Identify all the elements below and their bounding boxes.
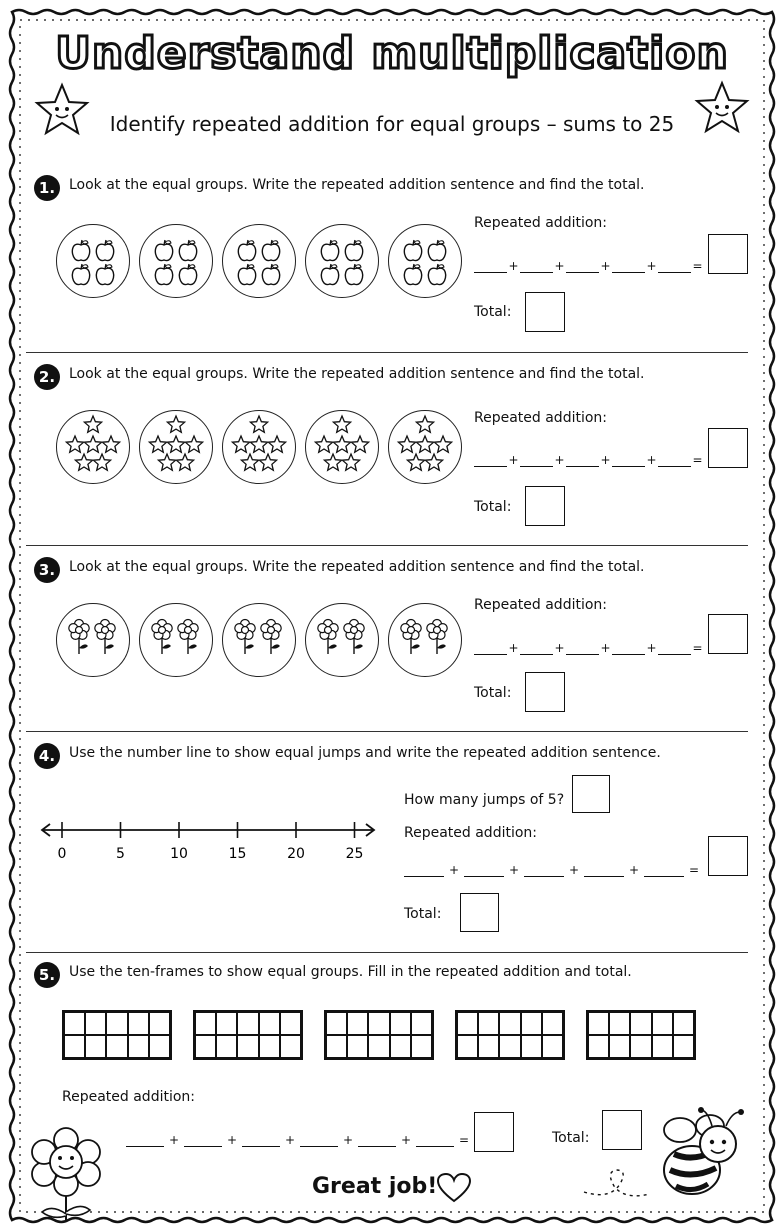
- sum-answer-box[interactable]: [708, 428, 748, 468]
- repeated-addition-blanks[interactable]: [126, 1130, 474, 1147]
- question-text: Use the ten-frames to show equal groups. Fill in the repeated addition and total.: [69, 964, 632, 980]
- repeated-addition-blanks[interactable]: [474, 450, 704, 467]
- ten-frame-cell[interactable]: [457, 1035, 478, 1058]
- sum-answer-box[interactable]: [708, 614, 748, 654]
- bee-icon: [580, 1104, 750, 1204]
- sum-answer-box[interactable]: [708, 836, 748, 876]
- number-line-label: 0: [57, 846, 67, 862]
- group-circle: [305, 224, 379, 298]
- group-circle: [222, 224, 296, 298]
- encouragement-text: Great job!: [312, 1174, 438, 1199]
- ten-frame-cell[interactable]: [478, 1035, 499, 1058]
- star-icon: [93, 454, 110, 470]
- flower-icon: [152, 620, 172, 655]
- ten-frame[interactable]: [62, 1010, 172, 1060]
- star-icon: [232, 436, 249, 452]
- ten-frame-cell[interactable]: [457, 1012, 478, 1035]
- apple-icon: [404, 240, 421, 261]
- plus-sign: +: [600, 259, 611, 273]
- answer-blank[interactable]: [658, 450, 691, 467]
- group-circle: [222, 603, 296, 677]
- plus-sign: +: [508, 259, 519, 273]
- star-icon: [434, 436, 451, 452]
- question-number: 4.: [34, 743, 60, 769]
- ten-frame-cell[interactable]: [588, 1012, 609, 1035]
- star-icon: [66, 436, 83, 452]
- ten-frame-cell[interactable]: [368, 1035, 389, 1058]
- question-number: 3.: [34, 557, 60, 583]
- ten-frame-cell[interactable]: [149, 1012, 170, 1035]
- answer-blank[interactable]: [566, 256, 599, 273]
- answer-blank[interactable]: [464, 860, 504, 877]
- plus-sign: +: [508, 863, 520, 877]
- ten-frame-cell[interactable]: [326, 1012, 347, 1035]
- sum-answer-box[interactable]: [708, 234, 748, 274]
- plus-sign: +: [508, 453, 519, 467]
- star-icon: [84, 436, 101, 452]
- answer-blank[interactable]: [184, 1130, 222, 1147]
- apple-icon: [428, 264, 445, 285]
- number-line: [38, 816, 380, 866]
- star-icon: [84, 416, 101, 432]
- answer-blank[interactable]: [612, 256, 645, 273]
- plus-sign: +: [646, 453, 657, 467]
- number-line-label: 10: [170, 846, 188, 862]
- apple-icon: [179, 240, 196, 261]
- equals-sign: =: [458, 1133, 470, 1147]
- ten-frame-cell[interactable]: [542, 1012, 563, 1035]
- repeated-addition-label: Repeated addition:: [62, 1089, 196, 1105]
- answer-blank[interactable]: [644, 860, 684, 877]
- apple-icon: [155, 264, 172, 285]
- plus-sign: +: [600, 453, 611, 467]
- star-icon: [167, 436, 184, 452]
- star-icon: [351, 436, 368, 452]
- group-circle: [305, 603, 379, 677]
- ten-frame-cell[interactable]: [542, 1035, 563, 1058]
- plus-sign: +: [646, 641, 657, 655]
- star-icon: [259, 454, 276, 470]
- answer-blank[interactable]: [658, 638, 691, 655]
- number-line-label: 20: [287, 846, 305, 862]
- ten-frame[interactable]: [586, 1010, 696, 1060]
- total-label: Total:: [404, 906, 442, 922]
- group-circle: [222, 410, 296, 484]
- star-icon: [241, 454, 258, 470]
- equals-sign: =: [688, 863, 700, 877]
- ten-frame-cell[interactable]: [259, 1012, 280, 1035]
- flower-icon: [427, 620, 447, 655]
- ten-frame-cell[interactable]: [216, 1035, 237, 1058]
- answer-blank[interactable]: [612, 638, 645, 655]
- repeated-addition-label: Repeated addition:: [474, 410, 608, 426]
- ten-frame[interactable]: [324, 1010, 434, 1060]
- star-icon: [425, 454, 442, 470]
- repeated-addition-label: Repeated addition:: [474, 597, 608, 613]
- heart-icon: [436, 1172, 472, 1204]
- ten-frame-cell[interactable]: [630, 1012, 651, 1035]
- flower-icon: [344, 620, 364, 655]
- apple-icon: [238, 240, 255, 261]
- total-answer-box[interactable]: [525, 292, 565, 332]
- star-icon: [416, 436, 433, 452]
- ten-frame-cell[interactable]: [652, 1035, 673, 1058]
- ten-frame-cell[interactable]: [521, 1012, 542, 1035]
- star-icon: [185, 436, 202, 452]
- flower-icon: [261, 620, 281, 655]
- ten-frame-cell[interactable]: [85, 1035, 106, 1058]
- ten-frame-cell[interactable]: [390, 1035, 411, 1058]
- star-icon: [333, 416, 350, 432]
- star-icon: [250, 416, 267, 432]
- star-icon: [268, 436, 285, 452]
- ten-frame-cell[interactable]: [499, 1012, 520, 1035]
- star-icon: [398, 436, 415, 452]
- plus-sign: +: [600, 641, 611, 655]
- group-circle: [56, 410, 130, 484]
- ten-frame-cell[interactable]: [499, 1035, 520, 1058]
- group-circle: [388, 603, 462, 677]
- plus-sign: +: [342, 1133, 354, 1147]
- question-text: Look at the equal groups. Write the repeated addition sentence and find the total.: [69, 559, 645, 575]
- answer-blank[interactable]: [612, 450, 645, 467]
- star-icon: [102, 436, 119, 452]
- ten-frame-cell[interactable]: [673, 1035, 694, 1058]
- repeated-addition-label: Repeated addition:: [474, 215, 608, 231]
- plus-sign: +: [646, 259, 657, 273]
- total-answer-box[interactable]: [525, 486, 565, 526]
- ten-frame-cell[interactable]: [521, 1035, 542, 1058]
- repeated-addition-blanks[interactable]: [404, 860, 704, 877]
- group-circle: [139, 224, 213, 298]
- plus-sign: +: [226, 1133, 238, 1147]
- ten-frame-cell[interactable]: [411, 1012, 432, 1035]
- ten-frame-cell[interactable]: [609, 1035, 630, 1058]
- answer-blank[interactable]: [520, 450, 553, 467]
- star-icon: [315, 436, 332, 452]
- flower-icon: [318, 620, 338, 655]
- plus-sign: +: [168, 1133, 180, 1147]
- ten-frame-cell[interactable]: [237, 1035, 258, 1058]
- ten-frame-cell[interactable]: [64, 1012, 85, 1035]
- ten-frame-cell[interactable]: [149, 1035, 170, 1058]
- ten-frame-cell[interactable]: [347, 1012, 368, 1035]
- plus-sign: +: [448, 863, 460, 877]
- ten-frame[interactable]: [455, 1010, 565, 1060]
- plus-sign: +: [284, 1133, 296, 1147]
- star-icon: [250, 436, 267, 452]
- apple-icon: [428, 240, 445, 261]
- star-icon: [342, 454, 359, 470]
- ten-frame-cell[interactable]: [609, 1012, 630, 1035]
- section-divider: [26, 545, 748, 546]
- ten-frame-cell[interactable]: [85, 1012, 106, 1035]
- flower-icon: [401, 620, 421, 655]
- apple-icon: [238, 264, 255, 285]
- repeated-addition-label: Repeated addition:: [404, 825, 538, 841]
- group-circle: [139, 410, 213, 484]
- flower-icon: [235, 620, 255, 655]
- ten-frame-cell[interactable]: [237, 1012, 258, 1035]
- star-icon: [407, 454, 424, 470]
- ten-frame-cell[interactable]: [478, 1012, 499, 1035]
- ten-frame-cell[interactable]: [280, 1035, 301, 1058]
- answer-blank[interactable]: [474, 256, 507, 273]
- apple-icon: [179, 264, 196, 285]
- ten-frame-cell[interactable]: [630, 1035, 651, 1058]
- star-icon: [149, 436, 166, 452]
- ten-frame-cell[interactable]: [280, 1012, 301, 1035]
- ten-frame-cell[interactable]: [652, 1012, 673, 1035]
- question-number: 2.: [34, 364, 60, 390]
- apple-icon: [155, 240, 172, 261]
- apple-icon: [262, 240, 279, 261]
- ten-frame-cell[interactable]: [128, 1035, 149, 1058]
- star-icon: [176, 454, 193, 470]
- answer-blank[interactable]: [242, 1130, 280, 1147]
- plus-sign: +: [508, 641, 519, 655]
- apple-icon: [262, 264, 279, 285]
- flower-icon: [95, 620, 115, 655]
- answer-blank[interactable]: [358, 1130, 396, 1147]
- equals-sign: =: [692, 641, 703, 655]
- group-circle: [305, 410, 379, 484]
- total-label: Total:: [474, 499, 512, 515]
- ten-frame-cell[interactable]: [259, 1035, 280, 1058]
- question-text: Use the number line to show equal jumps and write the repeated addition sentence.: [69, 745, 661, 761]
- answer-blank[interactable]: [584, 860, 624, 877]
- star-icon: [167, 416, 184, 432]
- total-answer-box[interactable]: [460, 893, 499, 932]
- answer-blank[interactable]: [404, 860, 444, 877]
- flower-icon: [69, 620, 89, 655]
- answer-blank[interactable]: [520, 638, 553, 655]
- total-label: Total:: [474, 304, 512, 320]
- answer-blank[interactable]: [474, 638, 507, 655]
- ten-frame-cell[interactable]: [368, 1012, 389, 1035]
- star-icon: [324, 454, 341, 470]
- repeated-addition-blanks[interactable]: [474, 256, 704, 273]
- answer-blank[interactable]: [300, 1130, 338, 1147]
- apple-icon: [72, 240, 89, 261]
- ten-frame-cell[interactable]: [411, 1035, 432, 1058]
- plus-sign: +: [554, 641, 565, 655]
- group-circle: [139, 603, 213, 677]
- group-circle: [56, 224, 130, 298]
- question-text: Look at the equal groups. Write the repeated addition sentence and find the total.: [69, 366, 645, 382]
- apple-icon: [345, 240, 362, 261]
- group-circle: [388, 224, 462, 298]
- equals-sign: =: [692, 453, 703, 467]
- ten-frame-cell[interactable]: [106, 1035, 127, 1058]
- star-icon: [333, 436, 350, 452]
- sum-answer-box[interactable]: [474, 1112, 514, 1152]
- answer-blank[interactable]: [566, 450, 599, 467]
- answer-blank[interactable]: [474, 450, 507, 467]
- total-label: Total:: [474, 685, 512, 701]
- total-label: Total:: [552, 1130, 590, 1146]
- question-number: 5.: [34, 962, 60, 988]
- group-circle: [388, 410, 462, 484]
- total-answer-box[interactable]: [525, 672, 565, 712]
- apple-icon: [404, 264, 421, 285]
- answer-blank[interactable]: [416, 1130, 454, 1147]
- star-icon: [416, 416, 433, 432]
- ten-frame-cell[interactable]: [347, 1035, 368, 1058]
- question-text: Look at the equal groups. Write the repeated addition sentence and find the total.: [69, 177, 645, 193]
- smiling-flower-icon: [24, 1124, 108, 1224]
- ten-frame-cell[interactable]: [326, 1035, 347, 1058]
- section-divider: [26, 352, 748, 353]
- ten-frame-cell[interactable]: [64, 1035, 85, 1058]
- number-line-label: 5: [116, 846, 125, 862]
- flower-icon: [178, 620, 198, 655]
- answer-blank[interactable]: [520, 256, 553, 273]
- answer-blank[interactable]: [658, 256, 691, 273]
- plus-sign: +: [628, 863, 640, 877]
- number-line-label: 25: [345, 846, 364, 862]
- star-icon: [158, 454, 175, 470]
- repeated-addition-blanks[interactable]: [474, 638, 704, 655]
- plus-sign: +: [400, 1133, 412, 1147]
- apple-icon: [72, 264, 89, 285]
- question-number: 1.: [34, 175, 60, 201]
- section-divider: [26, 952, 748, 953]
- section-divider: [26, 731, 748, 732]
- ten-frame-cell[interactable]: [195, 1012, 216, 1035]
- ten-frame-cell[interactable]: [128, 1012, 149, 1035]
- page-title: Understand multiplication: [55, 28, 729, 79]
- ten-frame[interactable]: [193, 1010, 303, 1060]
- equals-sign: =: [692, 259, 703, 273]
- ten-frame-cell[interactable]: [588, 1035, 609, 1058]
- jumps-answer-box[interactable]: [572, 775, 610, 813]
- answer-blank[interactable]: [566, 638, 599, 655]
- page-subtitle: Identify repeated addition for equal groups – sums to 25: [109, 112, 675, 136]
- ten-frame-cell[interactable]: [106, 1012, 127, 1035]
- plus-sign: +: [554, 453, 565, 467]
- ten-frame-cell[interactable]: [195, 1035, 216, 1058]
- ten-frame-cell[interactable]: [673, 1012, 694, 1035]
- jumps-question-label: How many jumps of 5?: [404, 792, 565, 808]
- answer-blank[interactable]: [524, 860, 564, 877]
- plus-sign: +: [568, 863, 580, 877]
- apple-icon: [345, 264, 362, 285]
- apple-icon: [96, 264, 113, 285]
- number-line-label: 15: [228, 846, 247, 862]
- apple-icon: [96, 240, 113, 261]
- apple-icon: [321, 264, 338, 285]
- ten-frame-cell[interactable]: [216, 1012, 237, 1035]
- star-icon: [75, 454, 92, 470]
- answer-blank[interactable]: [126, 1130, 164, 1147]
- apple-icon: [321, 240, 338, 261]
- ten-frame-cell[interactable]: [390, 1012, 411, 1035]
- plus-sign: +: [554, 259, 565, 273]
- group-circle: [56, 603, 130, 677]
